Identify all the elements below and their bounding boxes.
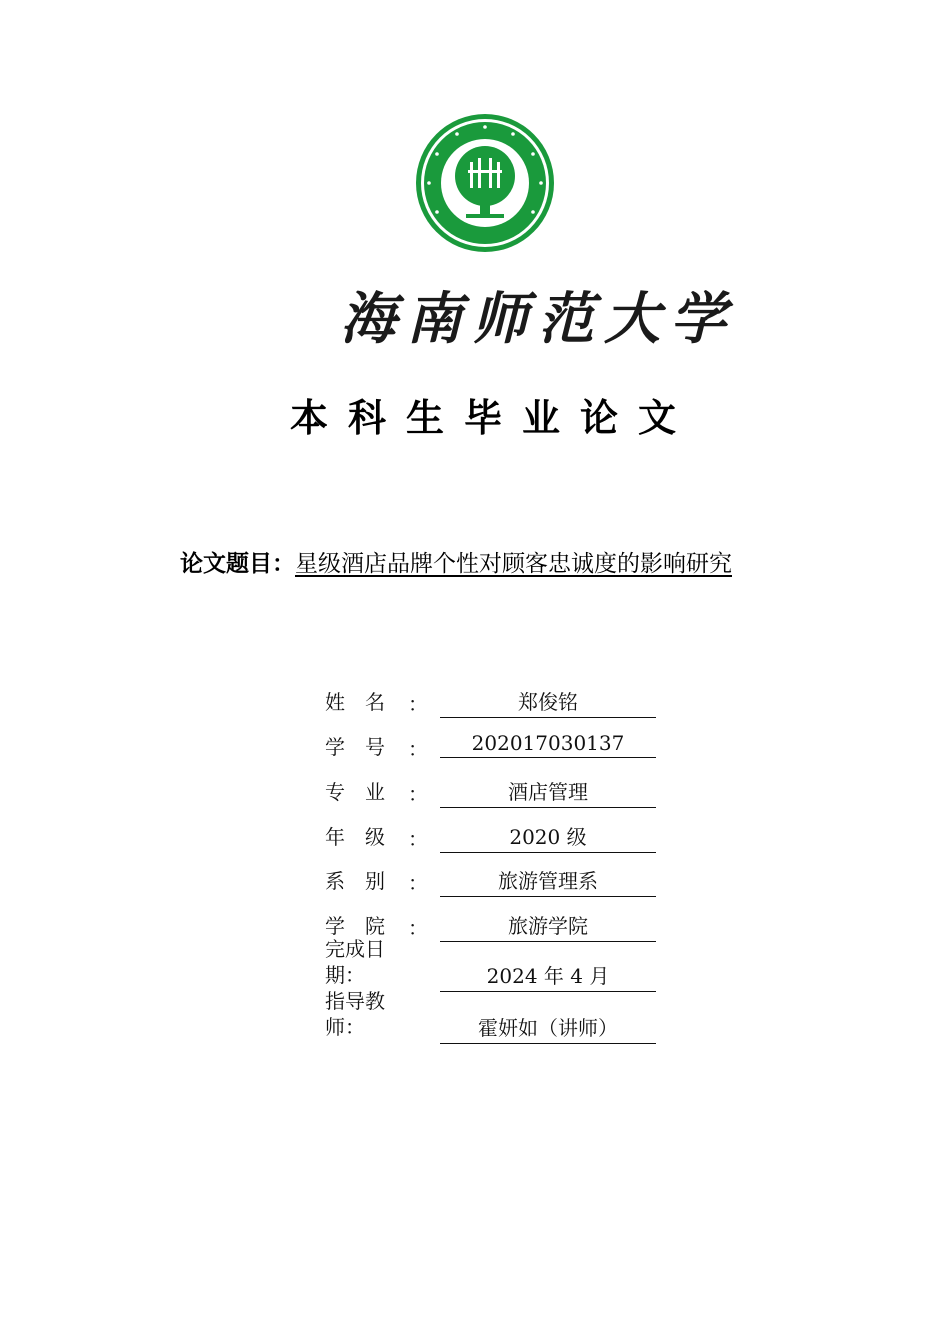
college-colon: ：: [408, 916, 428, 940]
grade-colon: ：: [408, 827, 428, 851]
info-row-grade: [325, 821, 660, 857]
department-value: 旅游管理系: [440, 865, 656, 897]
major-label: 专业: [325, 780, 405, 804]
completion-date-label: 完成日期：: [325, 937, 385, 987]
college-value: 旅游学院: [440, 910, 656, 942]
university-name-calligraphy: 海南师范大学: [340, 286, 736, 352]
grade-value: 2020 级: [440, 821, 656, 853]
student-id-value: 202017030137: [440, 731, 656, 758]
info-row-student-id: [325, 731, 660, 767]
info-row-completion-date: [325, 938, 660, 988]
grade-label: 年级: [325, 825, 405, 849]
department-colon: ：: [408, 871, 428, 895]
college-label: 学院: [325, 914, 405, 938]
thesis-topic-value: 星级酒店品牌个性对顾客忠诚度的影响研究: [295, 551, 732, 577]
name-value: 郑俊铭: [440, 686, 656, 718]
thesis-type-title: 本科生毕业论文: [290, 396, 697, 440]
major-colon: ：: [408, 782, 428, 806]
university-seal-logo: [414, 112, 556, 254]
name-colon: ：: [408, 692, 428, 716]
major-value: 酒店管理: [440, 776, 656, 808]
info-row-major: [325, 776, 660, 812]
info-row-department: [325, 865, 660, 901]
student-id-colon: ：: [408, 737, 428, 761]
name-label: 姓名: [325, 690, 405, 714]
completion-date-value: 2024 年 4 月: [440, 960, 656, 992]
thesis-topic-label: 论文题目：: [180, 551, 295, 577]
thesis-topic: [180, 547, 732, 581]
advisor-value: 霍妍如（讲师）: [440, 1012, 656, 1044]
department-label: 系别: [325, 869, 405, 893]
student-id-label: 学号: [325, 735, 405, 759]
info-row-advisor: [325, 990, 660, 1040]
seal-icon: [414, 112, 556, 254]
advisor-label: 指导教师：: [325, 989, 385, 1039]
info-row-name: [325, 686, 660, 722]
